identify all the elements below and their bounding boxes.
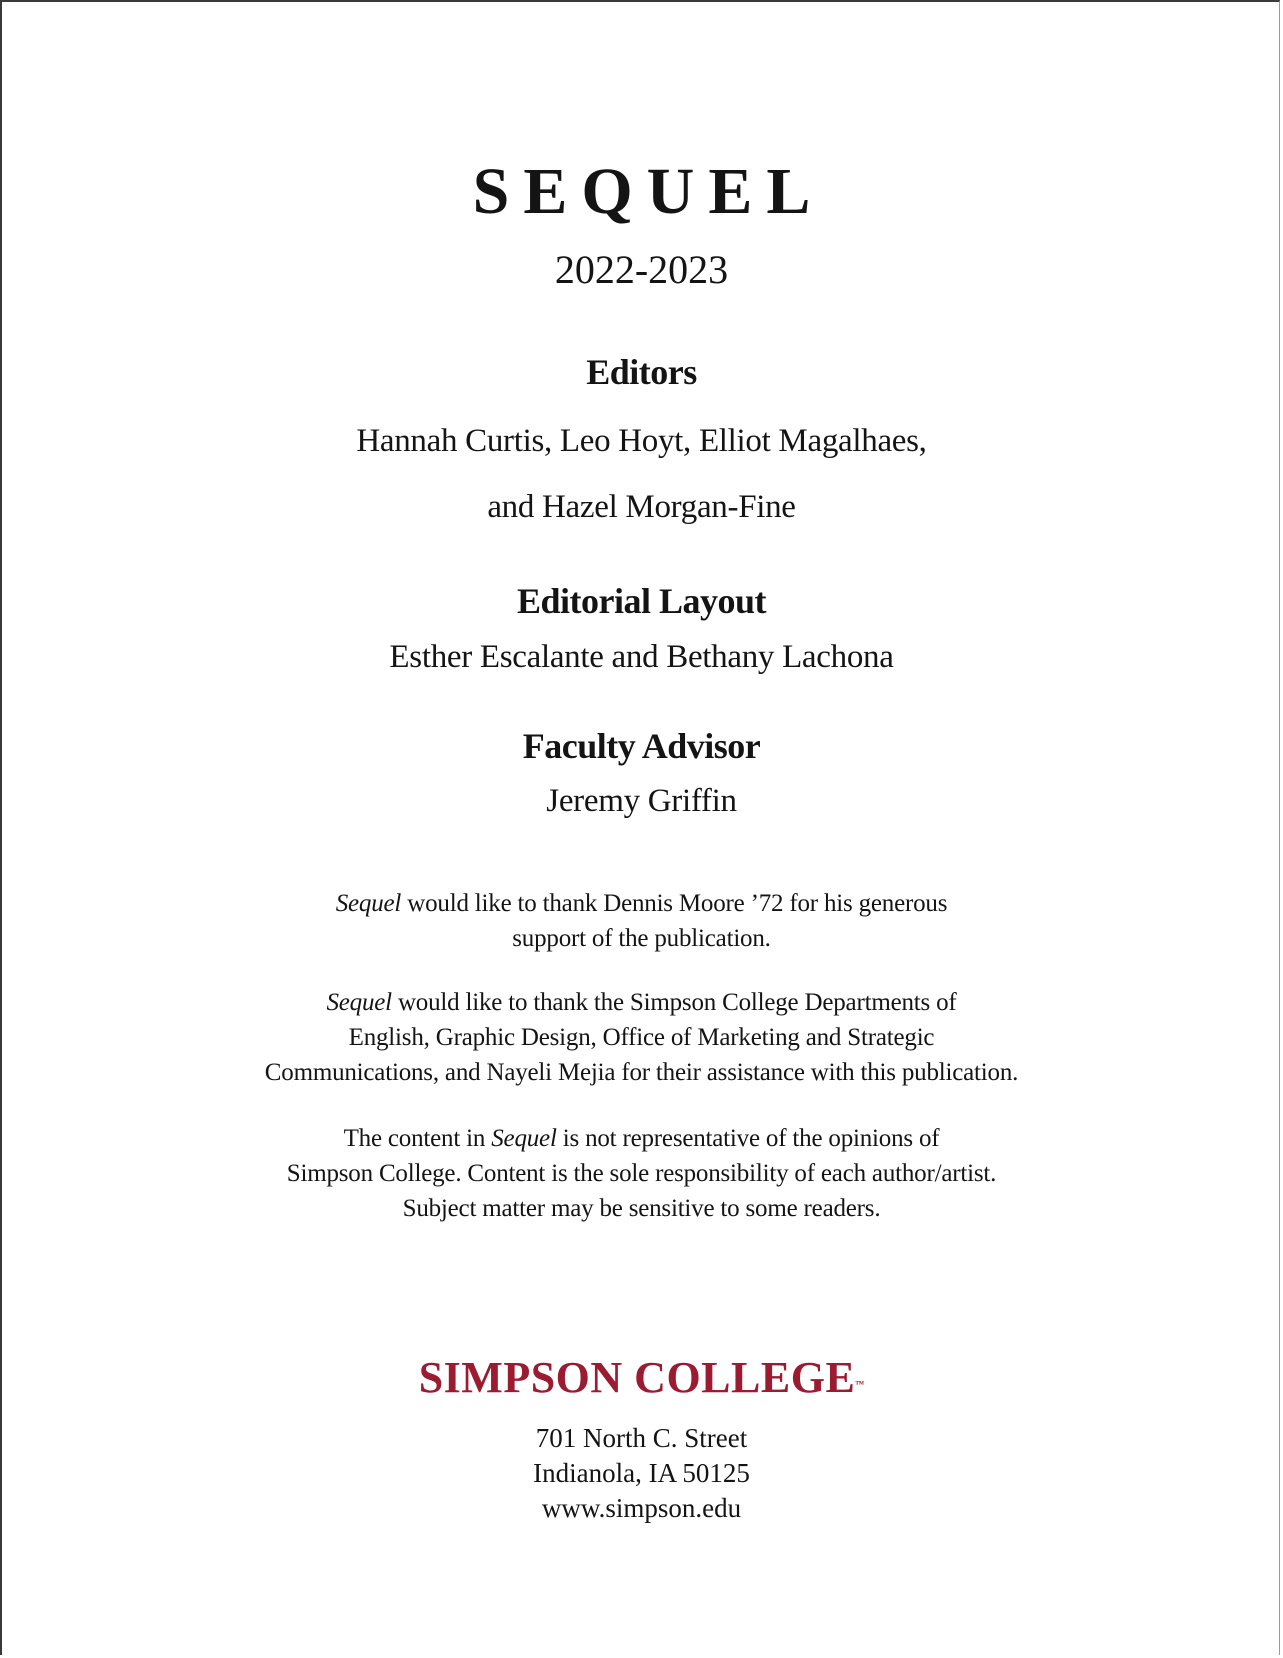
college-city: Indianola, IA 50125	[533, 1458, 750, 1488]
disclaimer-line-1	[0, 1121, 1283, 1156]
college-website: www.simpson.edu	[541, 1493, 742, 1523]
thanks-departments-line-3: Communications, and Nayeli Mejia for their assistance with this publication.	[264, 1059, 1019, 1086]
editorial-layout-names: Esther Escalante and Bethany Lachona	[389, 639, 894, 675]
faculty-advisor-heading: Faculty Advisor	[522, 726, 761, 766]
publication-year: 2022-2023	[554, 247, 729, 292]
editors-names-line-1: Hannah Curtis, Leo Hoyt, Elliot Magalhaes,	[356, 423, 927, 459]
college-name: SIMPSON COLLEGE	[418, 1353, 856, 1402]
editors-heading: Editors	[586, 352, 697, 392]
publication-title: SEQUEL	[472, 155, 825, 228]
thanks-departments-line-2: English, Graphic Design, Office of Marketing and Strategic	[348, 1024, 935, 1051]
disclaimer-line-2: Simpson College. Content is the sole responsibility of each author/artist.	[286, 1160, 997, 1187]
editorial-layout-heading: Editorial Layout	[516, 581, 767, 621]
disclaimer-line-3: Subject matter may be sensitive to some readers.	[402, 1195, 881, 1222]
publication-name-italic: Sequel	[335, 890, 402, 917]
disclaimer-post: is not representative of the opinions of	[556, 1125, 940, 1152]
thanks-departments-line-1	[0, 985, 1283, 1020]
college-logo-wordmark	[0, 1352, 1283, 1404]
faculty-advisor-name: Jeremy Griffin	[546, 783, 737, 819]
thanks-donor-line-1	[0, 886, 1283, 921]
thanks-donor-line-2: support of the publication.	[512, 925, 771, 952]
publication-name-italic: Sequel	[491, 1125, 557, 1152]
thanks-departments-text: would like to thank the Simpson College Departments of	[391, 989, 957, 1016]
college-street: 701 North C. Street	[535, 1423, 748, 1453]
disclaimer-pre: The content in	[343, 1125, 492, 1152]
publication-name-italic: Sequel	[326, 989, 392, 1016]
editors-names-line-2: and Hazel Morgan-Fine	[487, 489, 796, 525]
trademark-symbol: ™	[855, 1379, 865, 1389]
thanks-donor-text: would like to thank Dennis Moore ’72 for his generous	[401, 890, 948, 917]
